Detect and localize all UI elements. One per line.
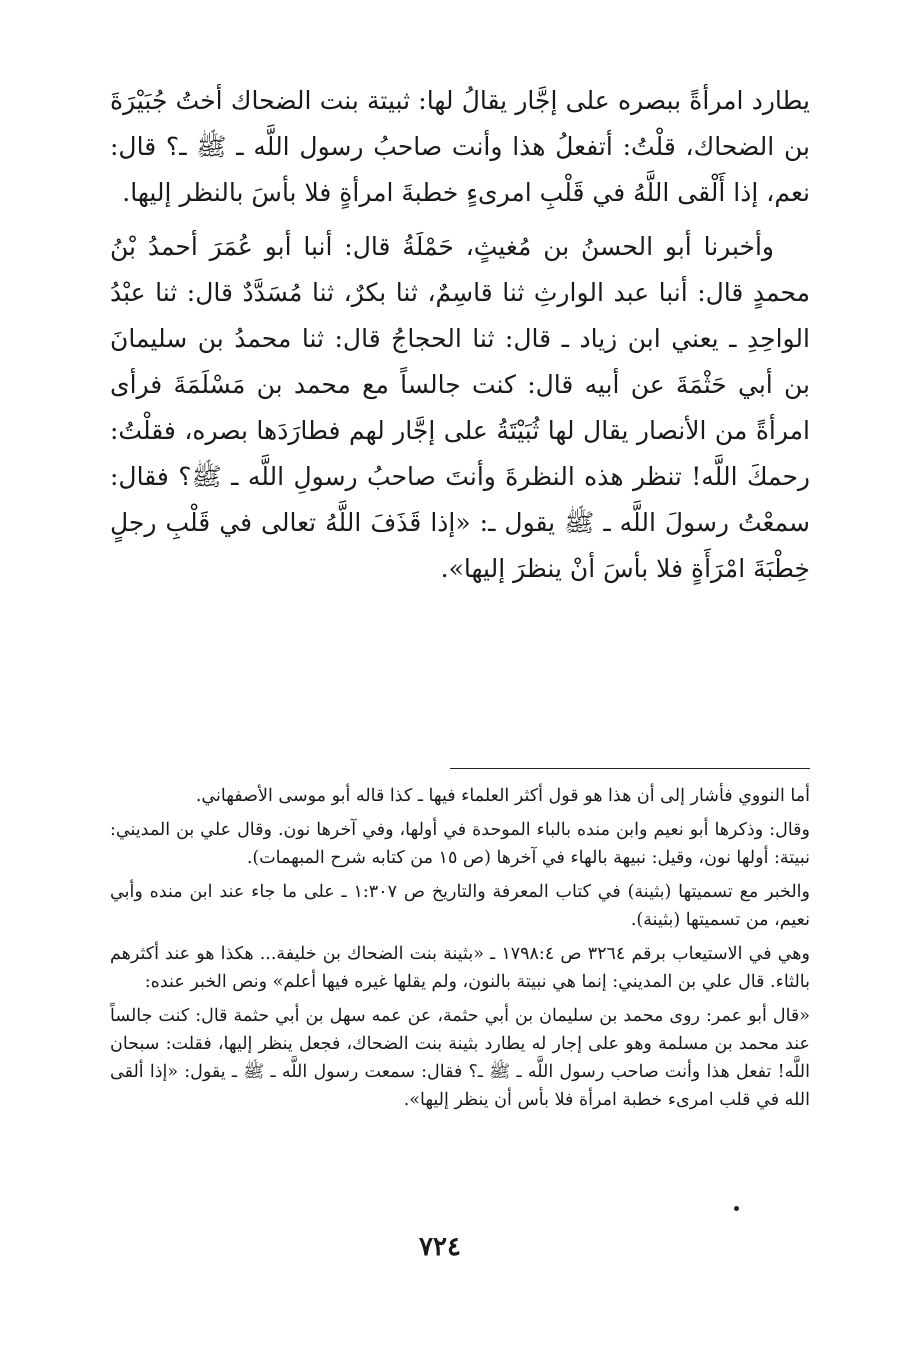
footnote-paragraph-3: والخبر مع تسميتها (بثينة) في كتاب المعرفة والتاريخ ص ١:٣٠٧ ـ على ما جاء عند ابن منده وأبي نعيم، من تسميتها (بثينة). xyxy=(110,882,810,930)
main-paragraph-1: يطارد امرأةً ببصره على إجَّار يقالُ لها: ثبيتة بنت الضحاك أختُ جُبَيْرَةَ بن الضحاك، قلْتُ: أتفعلُ هذا وأنت صاحبُ رسول اللَّه ـ ﷺ ـ؟ قال: نعم، إذا أَلْقى اللَّهُ في قَلْبِ امرىءٍ خطبةَ امرأةٍ فلا بأسَ بالنظر إليها. xyxy=(110,86,810,207)
footnotes-block xyxy=(110,782,810,1120)
footnote-paragraph-2: وقال: وذكرها أبو نعيم وابن منده بالباء الموحدة في أولها، وفي آخرها نون. وقال علي بن المديني: نبيتة: أولها نون، وقيل: نبيهة بالهاء في آخرها (ص ١٥ من كتابه شرح المبهمات). xyxy=(110,820,810,868)
page-number: ٧٢٤ xyxy=(419,1232,461,1262)
footnote-separator xyxy=(450,768,810,769)
stray-dot-mark xyxy=(734,1206,739,1211)
main-text-block xyxy=(110,78,810,600)
footnote-paragraph-1: أما النووي فأشار إلى أن هذا هو قول أكثر العلماء فيها ـ كذا قاله أبو موسى الأصفهاني. xyxy=(195,786,810,806)
footnote-paragraph-4: وهي في الاستيعاب برقم ٣٢٦٤ ص ١٧٩٨:٤ ـ «بثينة بنت الضحاك بن خليفة... هكذا هو عند أكثرهم بالثاء. قال علي بن المديني: إنما هي نبيتة بالنون، ولم يقلها غيره فيها أعلم» ونص الخبر عنده: xyxy=(110,944,810,992)
main-paragraph-2: وأخبرنا أبو الحسنُ بن مُغيثٍ، حَمْلَةُ قال: أنبا أبو عُمَرَ أحمدُ بْنُ محمدٍ قال: أنبا عبد الوارثِ ثنا قاسِمٌ، ثنا بكرٌ، ثنا مُسَدَّدٌ قال: ثنا عبْدُ الواحِدِ ـ يعني ابن زياد ـ قال: ثنا الحجاجُ قال: ثنا محمدُ بن سليمانَ بن أبي حَثْمَةَ عن أبيه قال: كنت جالساً مع محمد بن مَسْلَمَةَ فرأى امرأةً من الأنصار يقال لها ثُبَيْتَةُ على إجَّار لهم فطارَدَها بصره، فقلْتُ: رحمكَ اللَّه! تنظر هذه النظرةَ وأنتَ صاحبُ رسولِ اللَّه ـ ﷺ؟ فقال: سمعْتُ رسولَ اللَّه ـ ﷺ يقول ـ: «إذا قَذَفَ اللَّهُ تعالى في قَلْبِ رجلٍ خِطْبَةَ امْرَأَةٍ فلا بأسَ أنْ ينظرَ إليها». xyxy=(110,232,810,583)
footnote-paragraph-5: «قال أبو عمر: روى محمد بن سليمان بن أبي حثمة، عن عمه سهل بن أبي حثمة قال: كنت جالساً عند محمد بن مسلمة وهو على إجار له يطارد بثينة بنت الضحاك، فجعل ينظر إليها، فقلت: سبحان اللَّه! تفعل هذا وأنت صاحب رسول اللَّه ـ ﷺ ـ؟ فقال: سمعت رسول اللَّه ـ ﷺ ـ يقول: «إذا ألقى الله في قلب امرىء خطبة امرأة فلا بأس أن ينظر إليها». xyxy=(110,1006,810,1110)
